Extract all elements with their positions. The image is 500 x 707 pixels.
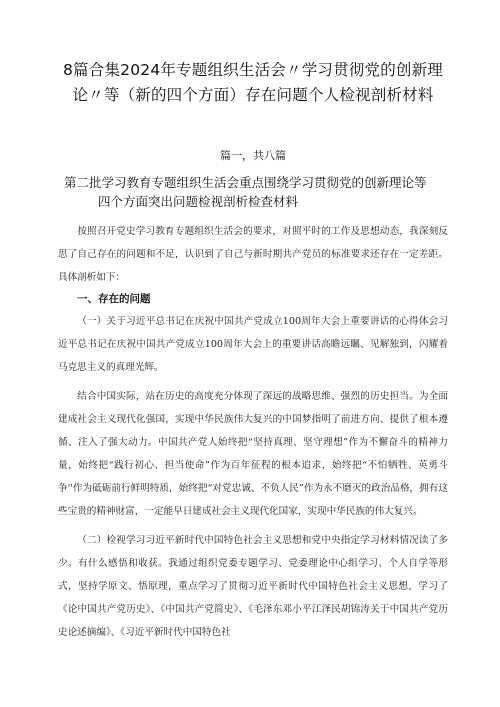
- intro-paragraph: 按照召开党史学习教育专题组织生活会的要求，对照平时的工作及思想动态，我深刻反思了自己存在的问题和不足，认识到了自己与新时期共产党员的标准要求还存在一定差距。具体剖析如下：: [58, 226, 448, 283]
- subtitle-line-1: 第二批学习教育专题组织生活会重点围绕学习贯彻党的创新理论等: [64, 175, 427, 190]
- section-label: 篇一，共八篇: [220, 149, 286, 162]
- document-title: 8篇合集2024年专题组织生活会〃学习贯彻党的创新理论〃等（新的四个方面）存在问题个人检视剖析材料: [62, 61, 443, 104]
- section-heading: 一、存在的问题: [77, 293, 151, 305]
- subtitle: [58, 173, 448, 211]
- subtitle-line-2: 四个方面突出问题检视剖析检查材料: [98, 194, 299, 209]
- body-paragraph-2: 结合中国实际，站在历史的高度充分体现了深远的战略思维、强烈的历史担当。为全面建成社会主义现代化强国，实现中华民族伟大复兴的中国梦指明了前进方向、提供了根本遵循、注入了强大动力。中国共产党人始终把“坚持真理、坚守理想”作为不懈奋斗的精神力量，始终把“践行初心、担当使命”作为百年征程的根本追求，始终把“不怕牺牲、英勇斗争''作为砥砺前行鲜明特质，始终把“对党忠诚、不负人民”作为永不磨灭的政治品格，拥有这些宝贵的精神财富，一定能早日建成社会主义现代化国家，实现中华民族的伟大复兴。: [58, 391, 448, 517]
- body-paragraph-1: （一）关于习近平总书记在庆祝中国共产党成立100周年大会上重要讲话的心得体会习近平总书记在庆祝中国共产党成立100周年大会上的重要讲话高瞻远瞩、见解独到，闪耀着马克思主义的真理光辉。: [58, 316, 448, 373]
- body-paragraph-3: （二）检视学习习近平新时代中国特色社会主义思想和党中央指定学习材料情况读了多少。有什么感悟和收获。我通过组织党委专题学习、党委理论中心组学习、个人自学等形式，坚持学原文、悟原理，重点学习了贯彻习近平新时代中国特色社会主义思想，学习了《论中国共产党历史》、《中国共产党简史》、《毛泽东邓小平江泽民胡锦涛关于中国共产党历史论述摘编》、《习近平新时代中国特色社: [58, 535, 448, 638]
